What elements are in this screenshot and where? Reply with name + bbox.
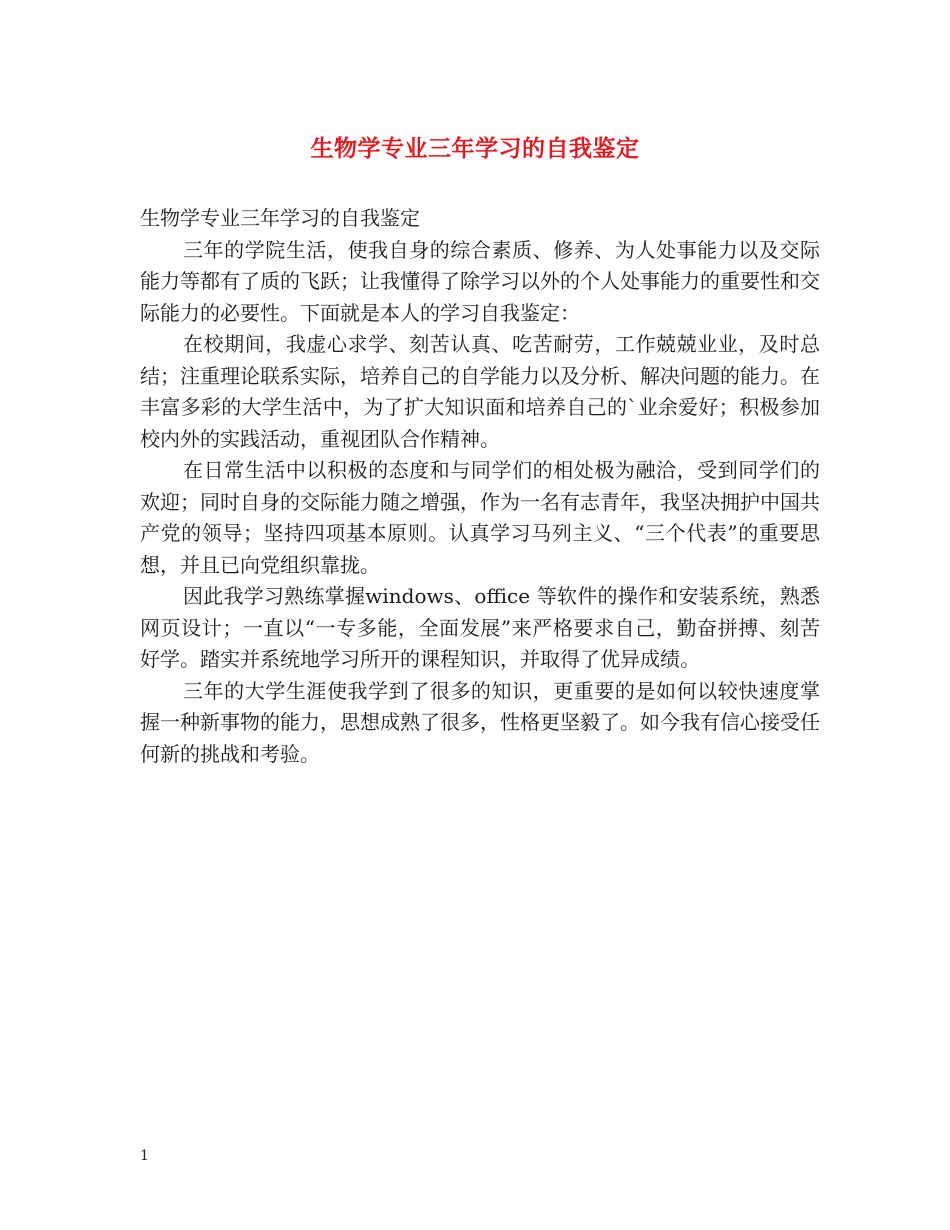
paragraph: 在日常生活中以积极的态度和与同学们的相处极为融洽，受到同学们的欢迎；同时自身的交际能力随之增强，作为一名有志青年，我坚决拥护中国共产党的领导；坚持四项基本原则。认真学习马列主义、“三个代表”的重要思想，并且已向党组织靠拢。 — [140, 458, 820, 577]
paragraph: 在校期间，我虚心求学、刻苦认真、吃苦耐劳，工作兢兢业业，及时总结；注重理论联系实际，培养自己的自学能力以及分析、解决问题的能力。在丰富多彩的大学生活中，为了扩大知识面和培养自己的`业余爱好；积极参加校内外的实践活动，重视团队合作精神。 — [140, 332, 820, 451]
page-number: 1 — [140, 1148, 149, 1164]
document-title: 生物学专业三年学习的自我鉴定 — [310, 135, 640, 162]
paragraph: 因此我学习熟练掌握windows、office 等软件的操作和安装系统，熟悉网页设计；一直以“一专多能，全面发展”来严格要求自己，勤奋拼搏、刻苦好学。踏实并系统地学习所开的课程知识，并取得了优异成绩。 — [140, 584, 820, 671]
paragraph: 三年的大学生涯使我学到了很多的知识，更重要的是如何以较快速度掌握一种新事物的能力，思想成熟了很多，性格更坚毅了。如今我有信心接受任何新的挑战和考验。 — [140, 678, 820, 766]
document-subtitle: 生物学专业三年学习的自我鉴定 — [140, 206, 420, 230]
document-body — [140, 203, 820, 770]
paragraph: 三年的学院生活，使我自身的综合素质、修养、为人处事能力以及交际能力等都有了质的飞跃；让我懂得了除学习以外的个人处事能力的重要性和交际能力的必要性。下面就是本人的学习自我鉴定： — [140, 237, 820, 325]
